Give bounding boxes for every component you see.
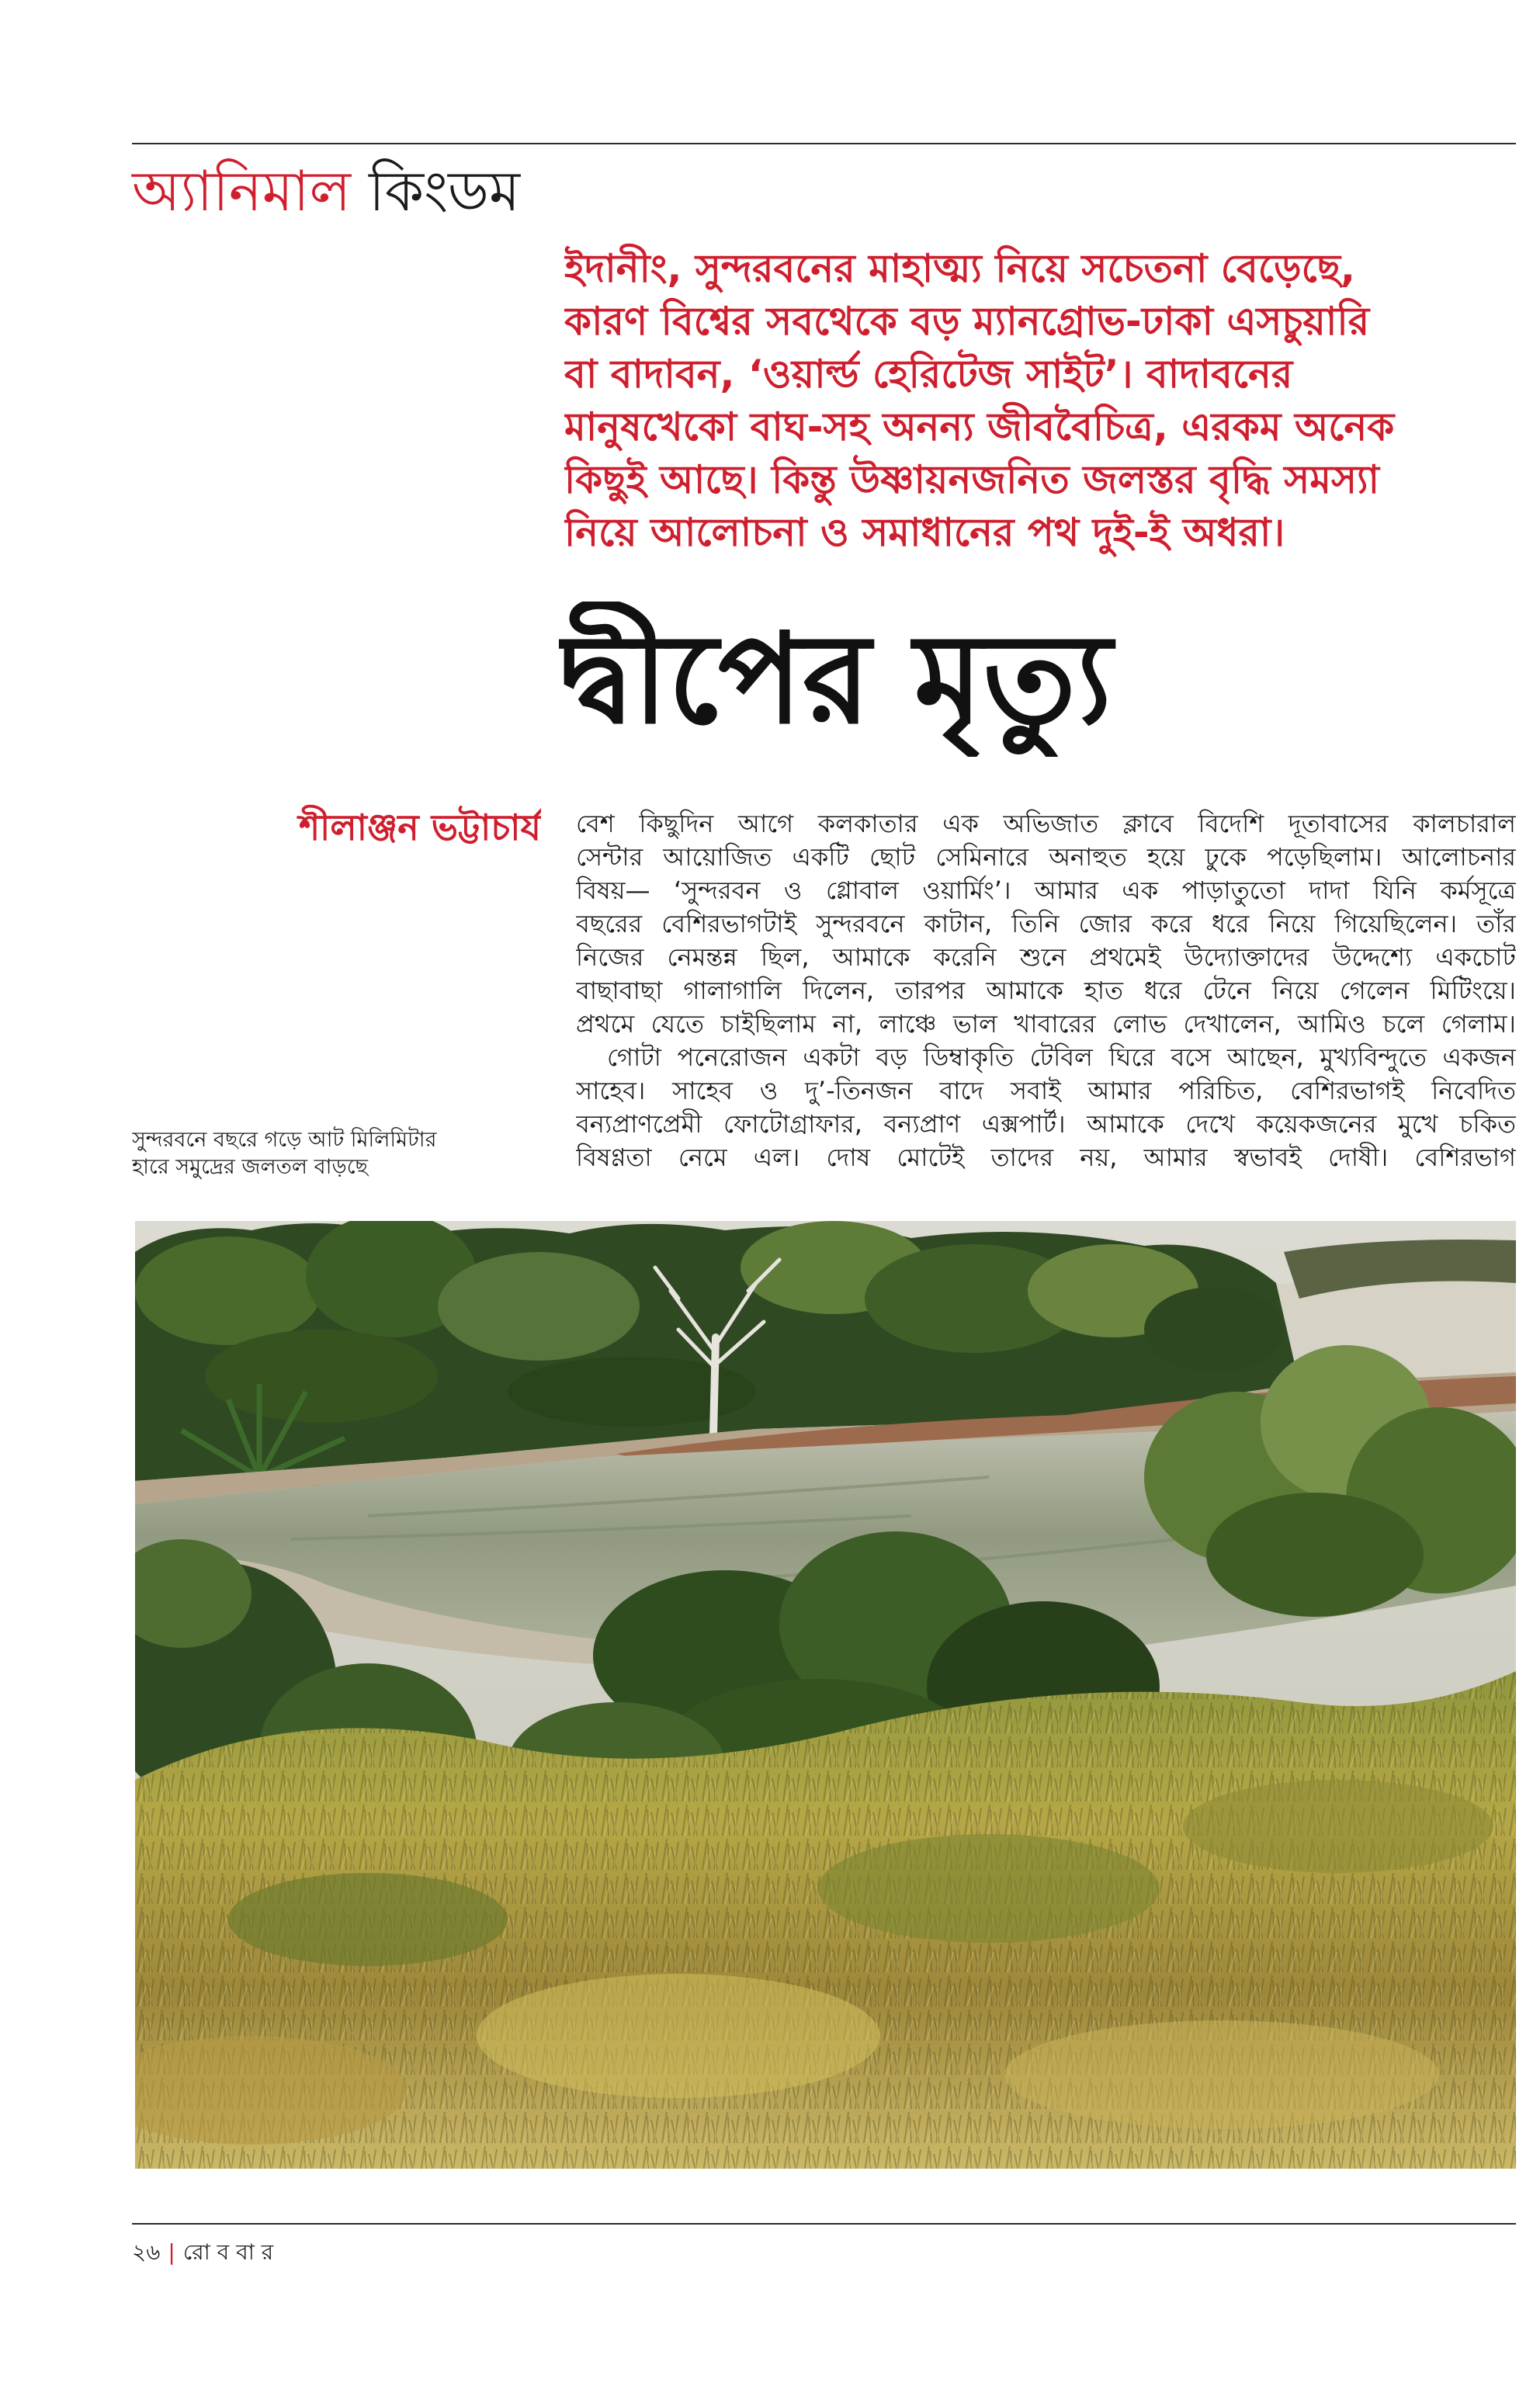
publication-name: রো ব বা র — [182, 2239, 274, 2265]
footer-separator: | — [168, 2239, 175, 2265]
article-body — [576, 807, 1516, 1174]
caption-line: সুন্দরবনে বছরে গড়ে আট মিলিমিটার — [132, 1128, 437, 1152]
page-number: ২৬ — [132, 2239, 161, 2265]
top-rule — [132, 143, 1516, 144]
headline: দ্বীপের মৃত্যু — [559, 606, 1112, 751]
caption-line: হারে সমুদ্রের জলতল বাড়ছে — [132, 1155, 368, 1179]
page-footer — [132, 2237, 273, 2268]
body-line: বেশ কিছুদিন আগে কলকাতার এক অভিজাত ক্লাবে বিদেশি দূতাবাসের কালচারাল — [576, 809, 1516, 838]
body-line: সেন্টার আয়োজিত একটি ছোট সেমিনারে অনাহুত হয়ে ঢুকে পড়েছিলাম। আলোচনার — [576, 842, 1516, 872]
deck-line: মানুষখেকো বাঘ-সহ অনন্য জীববৈচিত্র, এরকম অনেক — [564, 404, 1395, 449]
body-line: বন্যপ্রাণপ্রেমী ফোটোগ্রাফার, বন্যপ্রাণ এক্সপার্ট। আমাকে দেখে কয়েকজনের মুখে চকিত — [576, 1109, 1516, 1139]
body-line: প্রথমে যেতে চাইছিলাম না, লাঞ্চে ভাল খাবারের লোভ দেখালেন, আমিও চলে গেলাম। — [576, 1009, 1516, 1039]
body-line: বছরের বেশিরভাগটাই সুন্দরবনে কাটান, তিনি জোর করে ধরে নিয়ে গিয়েছিলেন। তাঁর — [576, 909, 1516, 938]
grass-foreground — [135, 1671, 1516, 2169]
deck-line: কারণ বিশ্বের সবথেকে বড় ম্যানগ্রোভ-ঢাকা এসচুয়ারি — [564, 299, 1370, 344]
mangrove-photo — [135, 1221, 1516, 2169]
body-line: সাহেব। সাহেব ও দু’-তিনজন বাদে সবাই আমার পরিচিত, বেশিরভাগই নিবেদিত — [576, 1076, 1516, 1105]
body-line: বাছাবাছা গালাগালি দিলেন, তারপর আমাকে হাত ধরে টেনে নিয়ে গেলেন মিটিংয়ে। — [576, 976, 1516, 1005]
mangrove-landscape-image — [135, 1221, 1516, 2169]
body-line: গোটা পনেরোজন একটা বড় ডিম্বাকৃতি টেবিল ঘিরে বসে আছেন, মুখ্যবিন্দুতে একজন — [607, 1042, 1516, 1072]
photo-caption — [132, 1126, 551, 1181]
section-title — [132, 154, 520, 228]
body-line: নিজের নেমন্তন্ন ছিল, আমাকে করেনি শুনে প্রথমেই উদ্যোক্তাদের উদ্দেশ্যে একচোট — [576, 942, 1516, 972]
deck-line: কিছুই আছে। কিন্তু উষ্ণায়নজনিত জলস্তর বৃদ্ধি সমস্যা — [564, 457, 1380, 502]
author-byline: শীলাঞ্জন ভট্টাচার্য — [298, 806, 541, 848]
deck-line: নিয়ে আলোচনা ও সমাধানের পথ দুই-ই অধরা। — [564, 510, 1285, 555]
bottom-rule — [132, 2223, 1516, 2225]
body-line: বিষয়— ‘সুন্দরবন ও গ্লোবাল ওয়ার্মিং’। আমার এক পাড়াতুতো দাদা যিনি কর্মসূত্রে — [576, 876, 1516, 905]
standfirst — [564, 242, 1511, 559]
deck-line: ইদানীং, সুন্দরবনের মাহাত্ম্য নিয়ে সচেতনা বেড়েছে, — [564, 246, 1356, 291]
body-line: বিষণ্ণতা নেমে এল। দোষ মোটেই তাদের নয়, আমার স্বভাবই দোষী। বেশিরভাগ — [576, 1143, 1516, 1172]
deck-line: বা বাদাবন, ‘ওয়ার্ল্ড হেরিটেজ সাইট’। বাদাবনের — [564, 352, 1293, 397]
section-label-red: অ্যানিমাল — [132, 158, 352, 224]
section-label-black: কিংডম — [369, 158, 521, 224]
